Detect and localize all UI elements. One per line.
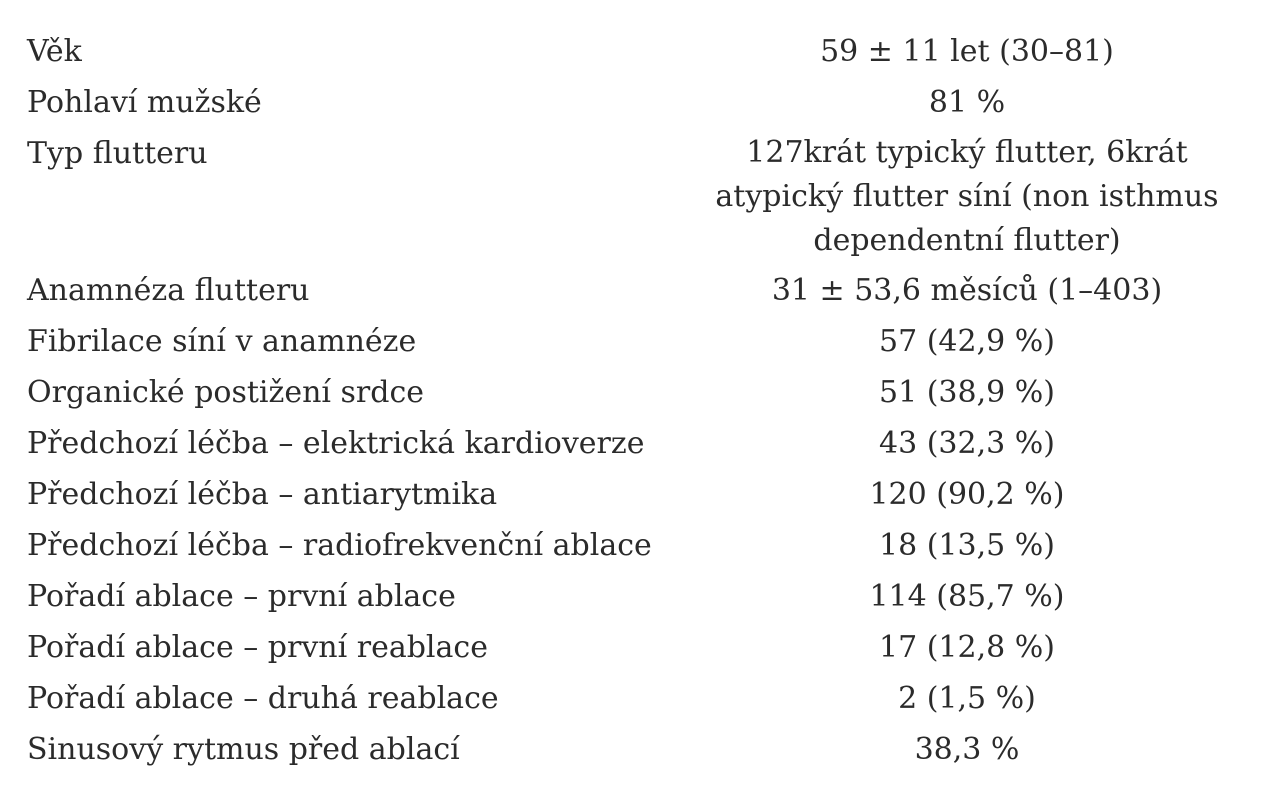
- row-label-male-sex: Pohlaví mužské: [27, 85, 262, 120]
- table-row: [27, 724, 1247, 775]
- row-label-organic-heart-disease: Organické postižení srdce: [27, 375, 425, 410]
- row-value-first-reablation: 17 (12,8 %): [879, 630, 1055, 665]
- row-label-prior-rf-ablation: Předchozí léčba – radiofrekvenční ablace: [27, 528, 652, 563]
- table-row: [27, 128, 1247, 265]
- flutter-type-line-2: atypický flutter síní (non isthmus: [715, 179, 1219, 214]
- table-row: [27, 469, 1247, 520]
- table-row: [27, 622, 1247, 673]
- row-value-flutter-history: 31 ± 53,6 měsíců (1–403): [771, 273, 1163, 308]
- row-label-flutter-history: Anamnéza flutteru: [27, 273, 310, 308]
- table-row: [27, 77, 1247, 128]
- row-value-prior-antiarrhythmics: 120 (90,2 %): [869, 477, 1065, 512]
- table-row: [27, 571, 1247, 622]
- row-label-sinus-rhythm: Sinusový rytmus před ablací: [27, 732, 460, 767]
- row-value-sinus-rhythm: 38,3 %: [914, 732, 1020, 767]
- patient-characteristics-table: [27, 26, 1247, 775]
- table-row: [27, 316, 1247, 367]
- row-value-first-ablation: 114 (85,7 %): [869, 579, 1065, 614]
- row-value-prior-rf-ablation: 18 (13,5 %): [879, 528, 1055, 563]
- row-label-prior-cardioversion: Předchozí léčba – elektrická kardioverze: [27, 426, 645, 461]
- row-label-second-reablation: Pořadí ablace – druhá reablace: [27, 681, 499, 716]
- table-row: [27, 520, 1247, 571]
- row-label-prior-antiarrhythmics: Předchozí léčba – antiarytmika: [27, 477, 498, 512]
- row-value-male-sex: 81 %: [928, 85, 1006, 120]
- row-label-first-reablation: Pořadí ablace – první reablace: [27, 630, 488, 665]
- row-value-prior-cardioversion: 43 (32,3 %): [879, 426, 1055, 461]
- row-label-first-ablation: Pořadí ablace – první ablace: [27, 579, 456, 614]
- table-row: [27, 418, 1247, 469]
- row-label-af-history: Fibrilace síní v anamnéze: [27, 324, 417, 359]
- row-value-age: 59 ± 11 let (30–81): [820, 34, 1114, 69]
- row-value-second-reablation: 2 (1,5 %): [898, 681, 1036, 716]
- flutter-type-line-3: dependentní flutter): [813, 223, 1121, 258]
- row-value-af-history: 57 (42,9 %): [879, 324, 1055, 359]
- flutter-type-line-1: 127krát typický flutter, 6krát: [746, 135, 1188, 170]
- row-value-flutter-type: [707, 128, 1227, 265]
- row-label-flutter-type: Typ flutteru: [27, 136, 208, 171]
- table-row: [27, 367, 1247, 418]
- table-row: [27, 265, 1247, 316]
- table-row: [27, 26, 1247, 77]
- table-row: [27, 673, 1247, 724]
- row-value-organic-heart-disease: 51 (38,9 %): [879, 375, 1055, 410]
- row-label-age: Věk: [27, 34, 82, 69]
